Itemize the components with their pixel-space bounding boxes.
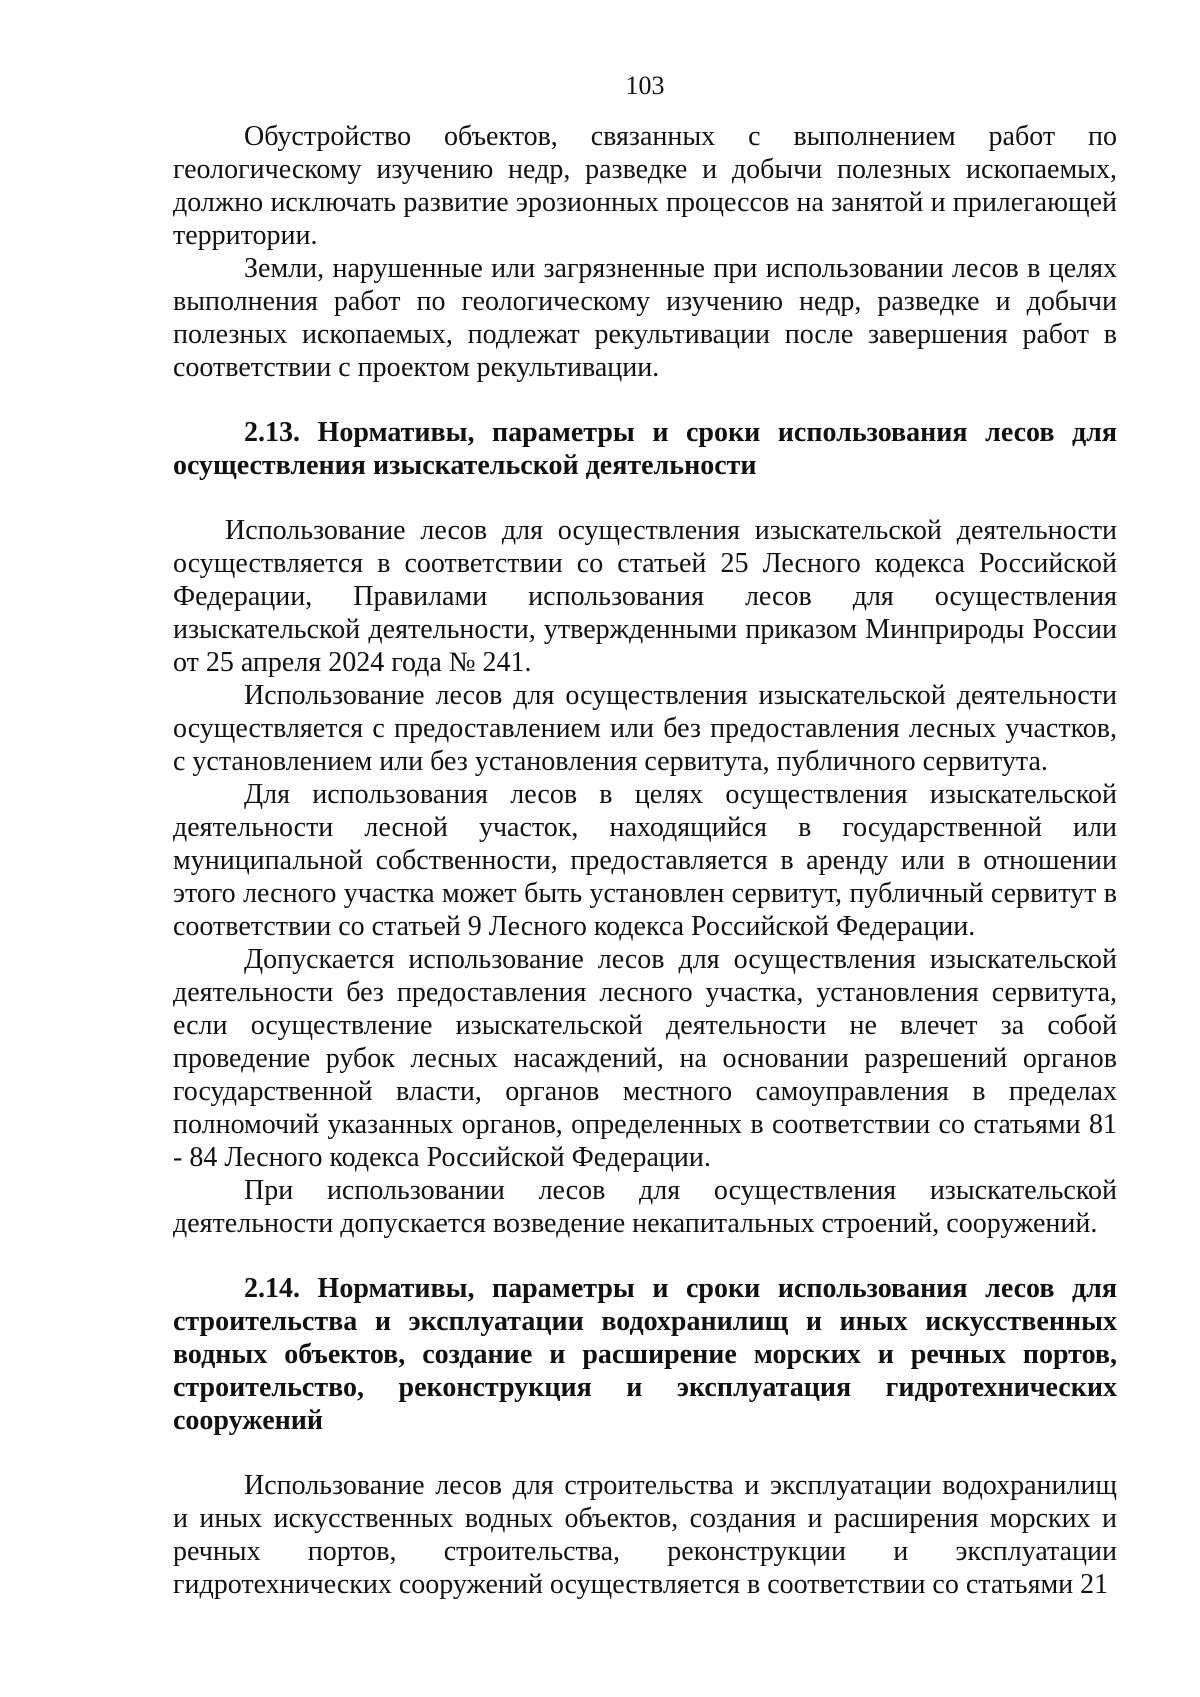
paragraph-survey-without-plot: Допускается использование лесов для осуществления изыскательской деятельности без предоставления лесного участка, установления сервитута, если осуществление изыскательской деятельности не влечет за собой проведение рубок лесных насаждений, на основании разрешений органов государственной власти, органов местного самоуправления в пределах полномочий указанных органов, определенных в соответствии со статьями 81 - 84 Лесного кодекса Российской Федерации. [173, 944, 1117, 1173]
spacer [173, 482, 1117, 514]
paragraph-survey-structures: При использовании лесов для осуществления изыскательской деятельности допускается возведение некапитальных строений, сооружений. [173, 1175, 1117, 1239]
paragraph-land-reclamation: Земли, нарушенные или загрязненные при использовании лесов в целях выполнения работ по геологическому изучению недр, разведке и добычи полезных ископаемых, подлежат рекультивации после завершения работ в соответствии с проектом рекультивации. [173, 253, 1117, 383]
page-number: 103 [625, 71, 665, 100]
paragraph-ground-development: Обустройство объектов, связанных с выполнением работ по геологическому изучению недр, разведке и добычи полезных ископаемых, должно исключать развитие эрозионных процессов на занятой и прилегающей территории. [173, 121, 1117, 251]
section-heading-2-13: 2.13. Нормативы, параметры и сроки использования лесов для осуществления изыскательской деятельности [173, 417, 1117, 481]
spacer [173, 384, 1117, 416]
paragraph-survey-legal-basis: Использование лесов для осуществления изыскательской деятельности осуществляется в соответствии со статьей 25 Лесного кодекса Российской Федерации, Правилами использования лесов для осуществления изыскательской деятельности, утвержденными приказом Минприроды России от 25 апреля 2024 года № 241. [173, 515, 1117, 678]
paragraph-reservoir-legal-basis: Использование лесов для строительства и эксплуатации водохранилищ и иных искусственных водных объектов, создания и расширения морских и речных портов, строительства, реконструкции и эксплуатации гидротехнических сооружений осуществляется в соответствии со статьями 21 [173, 1470, 1117, 1600]
spacer [173, 1437, 1117, 1469]
paragraph-survey-lease: Для использования лесов в целях осуществления изыскательской деятельности лесной участок, находящийся в государственной или муниципальной собственности, предоставляется в аренду или в отношении этого лесного участка может быть установлен сервитут, публичный сервитут в соответствии со статьей 9 Лесного кодекса Российской Федерации. [173, 779, 1117, 942]
document-page [173, 70, 1117, 1601]
spacer [173, 1240, 1117, 1272]
section-heading-2-14: 2.14. Нормативы, параметры и сроки использования лесов для строительства и эксплуатации водохранилищ и иных искусственных водных объектов, создание и расширение морских и речных портов, строительство, реконструкция и эксплуатация гидротехнических сооружений [173, 1273, 1117, 1436]
paragraph-survey-plots: Использование лесов для осуществления изыскательской деятельности осуществляется с предоставлением или без предоставления лесных участков, с установлением или без установления сервитута, публичного сервитута. [173, 680, 1117, 777]
